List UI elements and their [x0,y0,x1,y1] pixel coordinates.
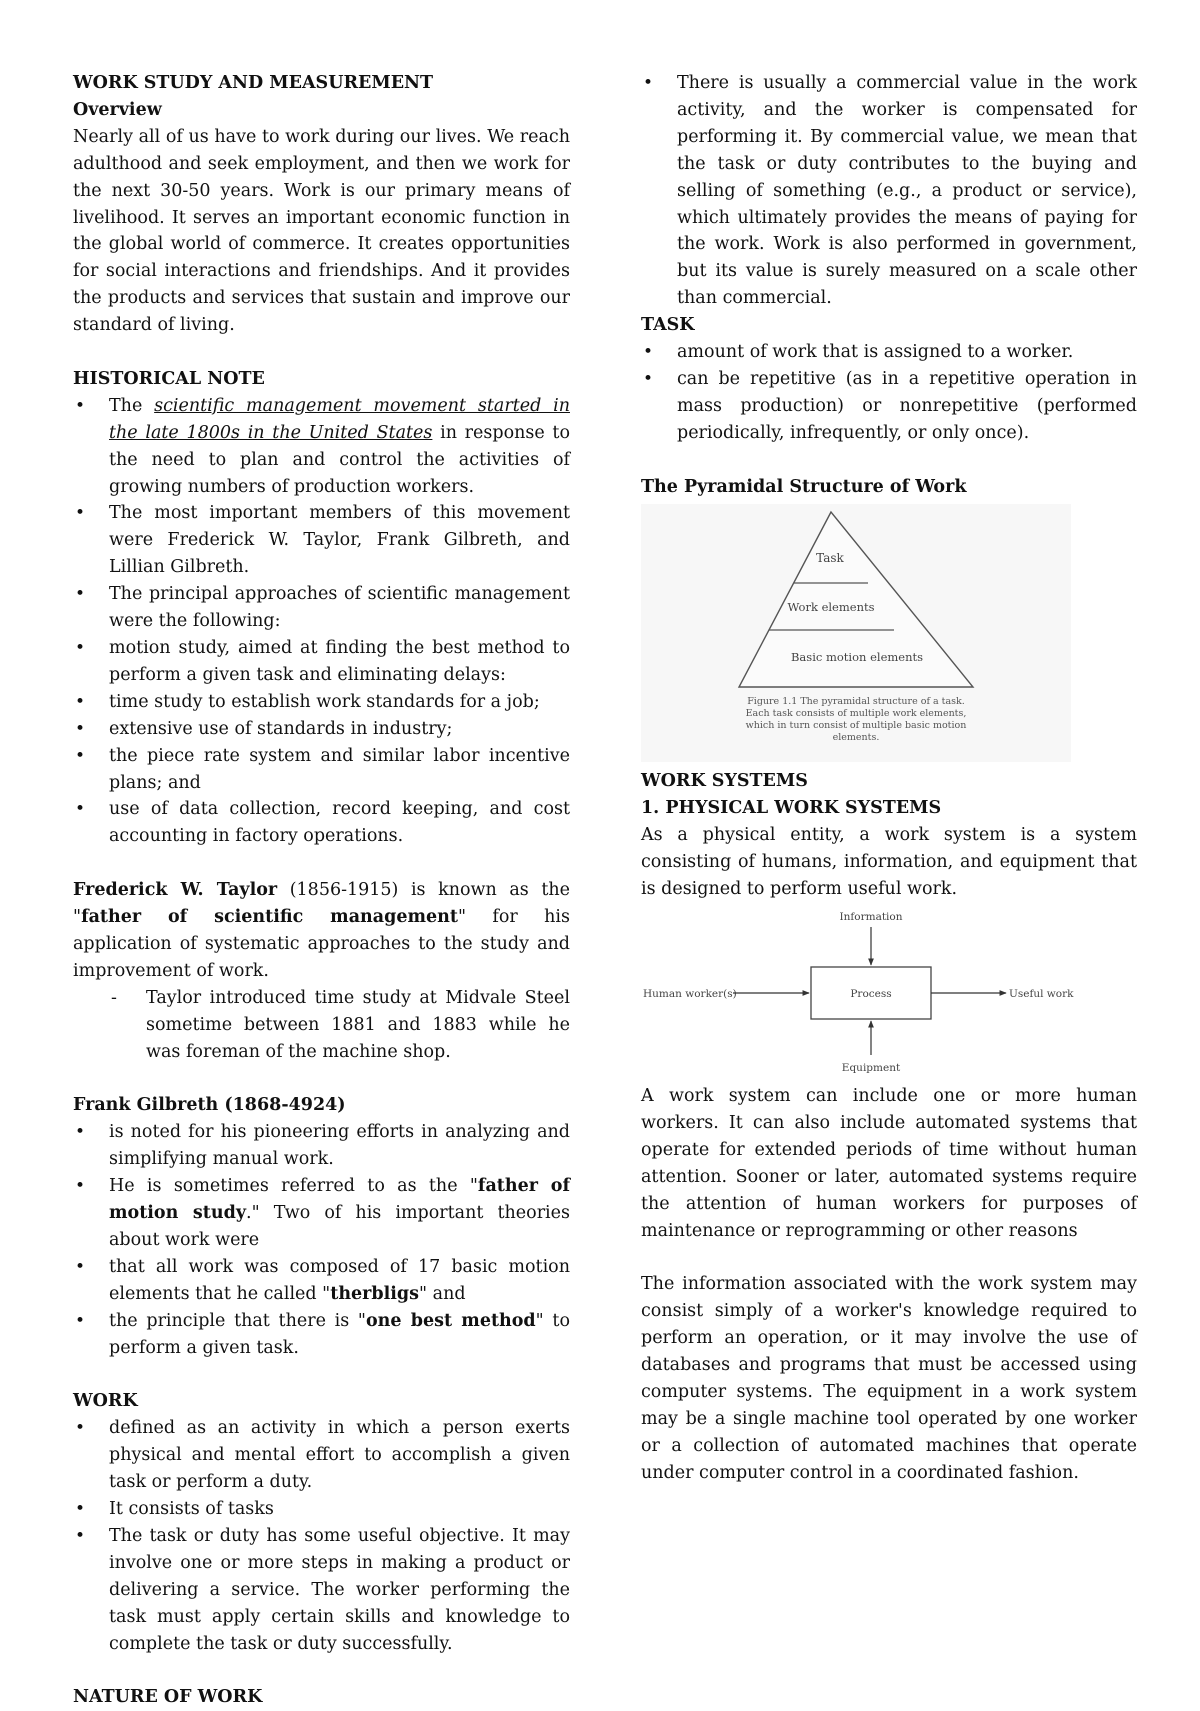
list-item: • He is sometimes referred to as the "father of motion study." Two of his important theories about work were [73,1173,570,1254]
list-item: • is noted for his pioneering efforts in analyzing and simplifying manual work. [73,1119,570,1173]
overview-paragraph: Nearly all of us have to work during our lives. We reach adulthood and seek employment, and then we work for the next 30-50 years. Work is our primary means of livelihood. It serves an important economic function in the global world of commerce. It creates opportunities for social interactions and friendships. And it provides the products and services that sustain and improve our standard of living. [73,126,570,336]
work-heading: WORK [73,1391,138,1412]
list-item: • The scientific management movement started in the late 1800s in the United States in response to the need to plan and control the activities of growing numbers of production workers. [73,393,570,501]
work-system-diagram [641,907,1081,1077]
nature-of-work-heading: NATURE OF WORK [73,1687,263,1708]
figure-caption-line: Each task consists of multiple work elements, [745,708,967,720]
taylor-dash-list [73,985,570,1066]
list-item: • The most important members of this movement were Frederick W. Taylor, Frank Gilbreth, and Lillian Gilbreth. [73,500,570,581]
list-item: • defined as an activity in which a person exerts physical and mental effort to accomplish a given task or perform a duty. [73,1415,570,1496]
historical-note-heading: HISTORICAL NOTE [73,368,265,389]
useful-work-label: Useful work [1009,988,1074,1001]
automated-systems-paragraph: A work system can include one or more human workers. It can also include automated systems that operate for extended periods of time without human attention. Sooner or later, automated systems require the attention of human workers for purposes of maintenance or reprogramming or other reasons [641,1086,1137,1241]
figure-caption-line: Figure 1.1 The pyramidal structure of a task. [747,696,965,708]
right-column [641,70,1137,1487]
human-worker-label: Human worker(s) [643,988,737,1001]
work-list [73,1415,570,1657]
list-item: • that all work was composed of 17 basic motion elements that he called "therbligs" and [73,1254,570,1308]
list-item: • time study to establish work standards for a job; [73,689,570,716]
list-item: • There is usually a commercial value in the work activity, and the worker is compensated for performing it. By commercial value, we mean that the task or duty contributes to the buying and selling of something (e.g., a product or service), which ultimately provides the means of paying for the work. Work is also performed in government, but its value is surely measured on a scale other than commercial. [641,70,1137,312]
list-item: • the principle that there is "one best method" to perform a given task. [73,1308,570,1362]
process-label: Process [850,988,892,1001]
pyramid-heading: The Pyramidal Structure of Work [641,476,967,497]
list-item: • motion study, aimed at finding the best method to perform a given task and eliminating delays: [73,635,570,689]
gilbreth-list [73,1119,570,1361]
list-item: • can be repetitive (as in a repetitive operation in mass production) or nonrepetitive (performed periodically, infrequently, or only once). [641,366,1137,447]
pyramid-level-work-elements: Work elements [787,600,875,615]
list-item: • amount of work that is assigned to a worker. [641,339,1137,366]
physical-work-systems-heading: 1. PHYSICAL WORK SYSTEMS [641,798,942,819]
equipment-label: Equipment [841,1062,901,1075]
overview-heading: Overview [73,99,162,120]
nature-list [641,70,1137,312]
gilbreth-heading: Frank Gilbreth (1868-4924) [73,1095,346,1116]
task-heading: TASK [641,315,695,336]
document-title: WORK STUDY AND MEASUREMENT [73,73,434,93]
figure-caption-line: elements. [832,732,880,744]
historical-note-list [73,393,570,850]
list-item: • The task or duty has some useful objective. It may involve one or more steps in making a product or delivering a service. The worker performing the task must apply certain skills and knowledge to complete the task or duty successfully. [73,1523,570,1658]
taylor-paragraph: Frederick W. Taylor (1856-1915) is known as the "father of scientific management" for his application of systematic approaches to the study and improvement of work. [73,880,570,981]
physical-work-systems-paragraph: As a physical entity, a work system is a system consisting of humans, information, and equipment that is designed to perform useful work. [641,825,1137,900]
figure-caption-line: which in turn consist of multiple basic motion [745,720,967,732]
information-equipment-paragraph: The information associated with the work system may consist simply of a worker's knowledge required to perform an operation, or it may involve the use of databases and programs that must be accessed using computer systems. The equipment in a work system may be a single machine tool operated by one worker or a collection of automated machines that operate under computer control in a coordinated fashion. [641,1274,1137,1483]
pyramid-level-basic-motion: Basic motion elements [790,650,924,665]
list-item: • extensive use of standards in industry; [73,716,570,743]
task-list [641,339,1137,447]
list-item: - Taylor introduced time study at Midvale Steel sometime between 1881 and 1883 while he was foreman of the machine shop. [73,985,570,1066]
list-item: • It consists of tasks [73,1496,570,1523]
list-item: • use of data collection, record keeping, and cost accounting in factory operations. [73,796,570,850]
information-label: Information [839,911,903,924]
list-item: • the piece rate system and similar labor incentive plans; and [73,743,570,797]
pyramid-level-task: Task [816,551,844,566]
underlined-phrase: scientific management movement started in the late 1800s in the United States [109,395,570,443]
work-systems-heading: WORK SYSTEMS [641,771,808,792]
pyramid-figure [641,504,1071,762]
list-item: • The principal approaches of scientific management were the following: [73,581,570,635]
left-column [73,70,570,1711]
